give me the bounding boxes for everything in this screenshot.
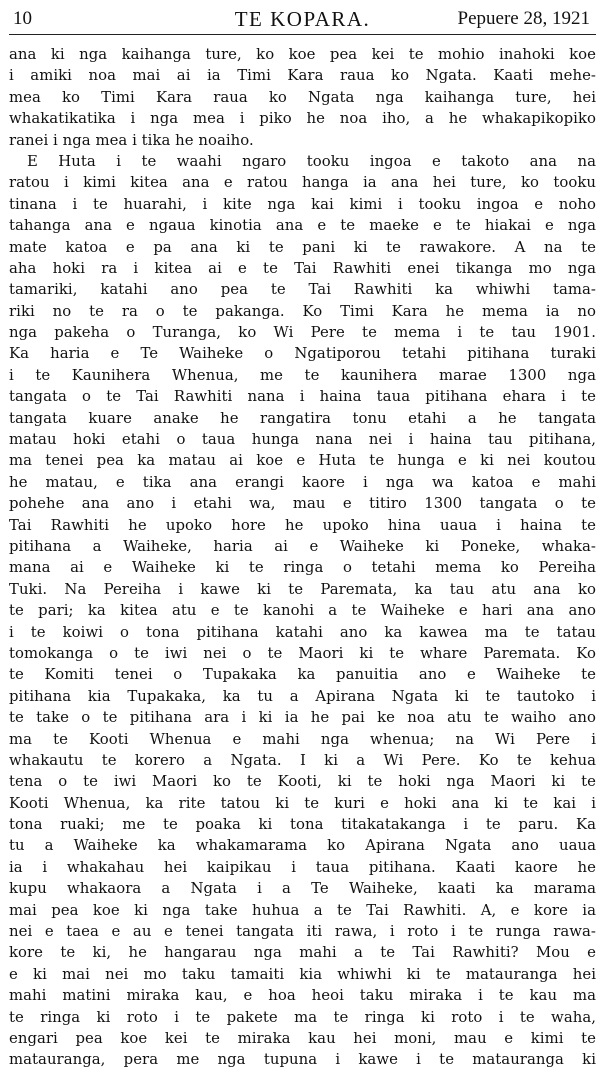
text-line: ratou i kimi kitea ana e ratou hanga ia ana hei ture, ko tooku	[9, 173, 596, 192]
text-line: i te Kaunihera Whenua, me te kaunihera marae 1300 nga	[9, 365, 596, 384]
text-line: te ringa ki roto i te pakete ma te ringa ki roto i te waha,	[9, 1007, 596, 1026]
text-line: E Huta i te waahi ngaro tooku ingoa e takoto ana na	[27, 151, 596, 170]
running-header	[9, 4, 596, 35]
text-line: kupu whakaora a Ngata i a Te Waiheke, kaati ka marama	[9, 879, 596, 898]
text-line: pitihana a Waiheke, haria ai e Waiheke ki Poneke, whaka-	[9, 536, 596, 555]
text-line: nga pakeha o Turanga, ko Wi Pere te mema i te tau 1901.	[9, 323, 596, 342]
text-line: ma tenei pea ka matau ai koe e Huta te hunga e ki nei koutou	[9, 451, 596, 470]
text-line: matauranga, pera me nga tupuna i kawe i te matauranga ki	[9, 1050, 596, 1069]
text-line: aha hoki ra i kitea ai e te Tai Rawhiti enei tikanga mo nga	[9, 258, 596, 277]
text-line: i te koiwi o tona pitihana katahi ano ka kawea ma te tatau	[9, 622, 596, 641]
page-number: 10	[13, 8, 32, 29]
text-line: riki no te ra o te pakanga. Ko Timi Kara he mema ia no	[9, 301, 596, 320]
text-line: tona ruaki; me te poaka ki tona titakatakanga i te paru. Ka	[9, 815, 596, 834]
text-line: te pari; ka kitea atu e te kanohi a te Waiheke e hari ana ano	[9, 601, 596, 620]
text-line: tinana i te huarahi, i kite nga kai kimi i tooku ingoa e noho	[9, 194, 596, 213]
text-line: Tuki. Na Pereiha i kawe ki te Paremata, ka tau atu ana ko	[9, 579, 596, 598]
text-line: ia i whakahau hei kaipikau i taua pitihana. Kaati kaore he	[9, 857, 596, 876]
text-line: Ka haria e Te Waiheke o Ngatiporou tetahi pitihana turaki	[9, 344, 596, 363]
text-line: ranei i nga mea i tika he noaiho.	[9, 130, 254, 149]
text-line: whakautu te korero a Ngata. I ki a Wi Pere. Ko te kehua	[9, 750, 596, 769]
text-line: tangata o te Tai Rawhiti nana i haina taua pitihana ehara i te	[9, 387, 596, 406]
text-line: mate katoa e pa ana ki te pani ki te rawakore. A na te	[9, 237, 596, 256]
issue-date: Pepuere 28, 1921	[457, 8, 590, 29]
text-line: mahi matini miraka kau, e hoa heoi taku miraka i te kau ma	[9, 986, 596, 1005]
text-line: tu a Waiheke ka whakamarama ko Apirana Ngata ano uaua	[9, 836, 596, 855]
text-line: Kooti Whenua, ka rite tatou ki te kuri e hoki ana ki te kai i	[9, 793, 596, 812]
text-line: ana ki nga kaihanga ture, ko koe pea kei te mohio inahoki koe	[9, 45, 596, 63]
article-body	[9, 44, 596, 1071]
text-line: pitihana kia Tupakaka, ka tu a Apirana Ngata ki te tautoko i	[9, 686, 596, 705]
text-line: matau hoki etahi o taua hunga nana nei i haina tau pitihana,	[9, 430, 596, 449]
text-line: tamariki, katahi ano pea te Tai Rawhiti ka whiwhi tama-	[9, 280, 596, 299]
text-line: e ki mai nei mo taku tamaiti kia whiwhi ki te matauranga hei	[9, 964, 596, 983]
text-line: nei e taea e au e tenei tangata iti rawa, i roto i te runga rawa-	[9, 922, 596, 941]
text-line: te take o te pitihana ara i ki ia he pai ke noa atu te waiho ano	[9, 708, 596, 727]
text-line: te Komiti tenei o Tupakaka ka panuitia ano e Waiheke te	[9, 665, 596, 684]
text-line: ma te Kooti Whenua e mahi nga whenua; na Wi Pere i	[9, 729, 596, 748]
text-line: tomokanga o te iwi nei o te Maori ki te whare Paremata. Ko	[9, 643, 596, 662]
text-line: he matau, e tika ana erangi kaore i nga wa katoa e mahi	[9, 472, 596, 491]
text-line: Tai Rawhiti he upoko hore he upoko hina uaua i haina te	[9, 515, 596, 534]
text-line: tena o te iwi Maori ko te Kooti, ki te hoki nga Maori ki te	[9, 772, 596, 791]
text-line: pohehe ana ano i etahi wa, mau e titiro 1300 tangata o te	[9, 494, 596, 513]
text-line: tangata kuare anake he rangatira tonu etahi a he tangata	[9, 408, 596, 427]
text-line: engari pea koe kei te miraka kau hei moni, mau e kimi te	[9, 1028, 596, 1047]
text-line: whakatikatika i nga mea i piko he noa iho, a he whakapikopiko	[9, 109, 596, 128]
text-line: tahanga ana e ngaua kinotia ana e te maeke e te hiakai e nga	[9, 216, 596, 235]
text-line: mai pea koe ki nga take huhua a te Tai Rawhiti. A, e kore ia	[9, 900, 596, 919]
text-line: kore te ki, he hangarau nga mahi a te Tai Rawhiti? Mou e	[9, 943, 596, 962]
text-line: mana ai e Waiheke ki te ringa o tetahi mema ko Pereiha	[9, 558, 596, 577]
text-line: mea ko Timi Kara raua ko Ngata nga kaihanga ture, hei	[9, 87, 596, 106]
text-line: i amiki noa mai ai ia Timi Kara raua ko Ngata. Kaati mehe-	[9, 66, 596, 85]
newspaper-title: TE KOPARA.	[234, 7, 371, 31]
